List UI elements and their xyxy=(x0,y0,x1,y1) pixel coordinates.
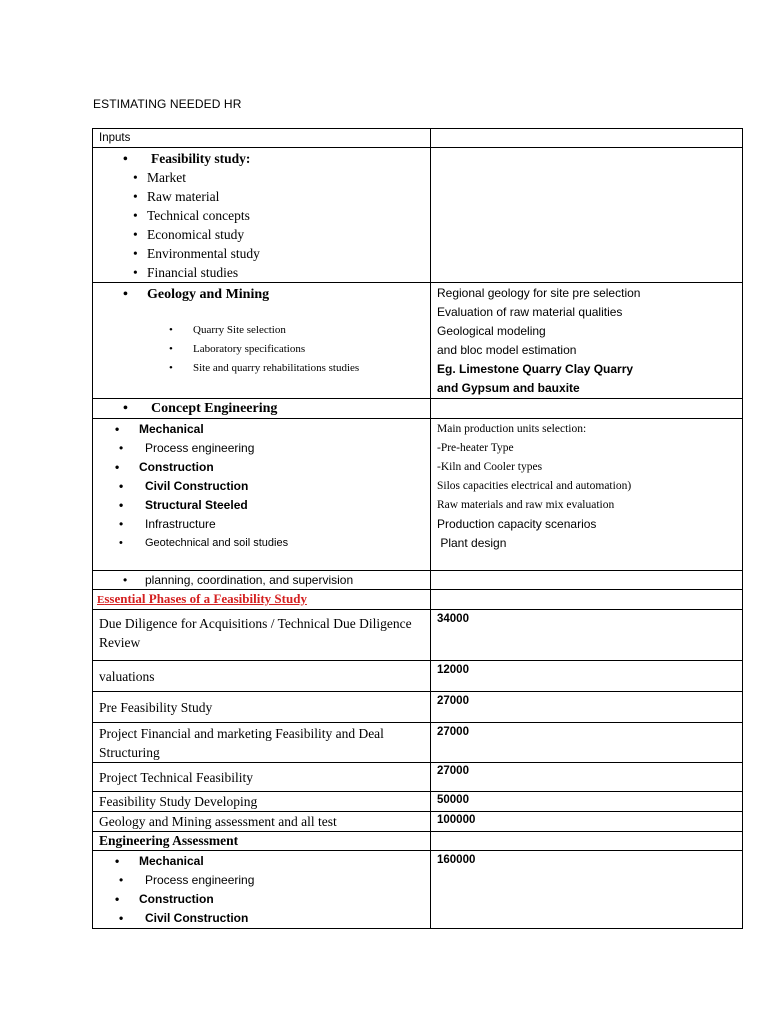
engineering-assessment-heading: Engineering Assessment xyxy=(93,832,431,851)
table-row xyxy=(93,610,743,661)
concept-notes xyxy=(431,419,743,571)
phases-heading xyxy=(97,591,307,606)
geology-heading: • Geology and Mining xyxy=(99,285,430,304)
phase-label: valuations xyxy=(93,661,431,692)
list-item: • Economical study xyxy=(99,225,430,244)
concept-heading-list xyxy=(99,399,430,418)
list-item: • Raw material xyxy=(99,187,430,206)
list-item: • Infrastructure xyxy=(99,515,430,534)
list-item: • Technical concepts xyxy=(99,206,430,225)
planning-list xyxy=(99,571,430,589)
inputs-label: Inputs xyxy=(93,129,431,148)
phase-value: 27000 xyxy=(431,763,743,792)
table-row xyxy=(93,763,743,792)
list-item: • Environmental study xyxy=(99,244,430,263)
phases-heading-rest: ssential Phases of a Feasibility Study xyxy=(104,591,307,606)
geology-list xyxy=(99,285,430,321)
feasibility-list xyxy=(99,149,430,282)
concept-heading: • Concept Engineering xyxy=(99,399,430,418)
phase-value: 27000 xyxy=(431,723,743,763)
feasibility-heading: • Feasibility study: xyxy=(99,149,430,168)
empty-cell xyxy=(431,399,743,419)
table-row xyxy=(93,148,743,283)
note-line: Regional geology for site pre selection xyxy=(437,286,641,300)
note-line: Production capacity scenarios xyxy=(437,517,597,531)
empty-cell xyxy=(431,590,743,610)
table-row xyxy=(93,419,743,571)
empty-cell xyxy=(431,832,743,851)
list-item: • Construction xyxy=(99,458,430,477)
phase-value: 50000 xyxy=(431,792,743,812)
phase-label: Project Financial and marketing Feasibility and Deal Structuring xyxy=(93,723,431,763)
list-item: • Construction xyxy=(99,890,430,909)
list-item: • Geotechnical and soil studies xyxy=(99,534,430,553)
list-item: • Civil Construction xyxy=(99,477,430,496)
list-item: • Process engineering xyxy=(99,439,430,458)
phase-label: Feasibility Study Developing xyxy=(93,792,431,812)
hr-estimate-table xyxy=(92,128,743,929)
table-row xyxy=(93,723,743,763)
empty-cell xyxy=(431,148,743,283)
empty-cell xyxy=(431,571,743,590)
note-line: Main production units selection: xyxy=(437,423,587,435)
note-line: Plant design xyxy=(437,536,507,550)
engineering-assessment-list xyxy=(99,852,430,928)
table-row xyxy=(93,283,743,399)
document-title: ESTIMATING NEEDED HR xyxy=(93,97,242,111)
geology-sub-list xyxy=(99,321,430,378)
table-row xyxy=(93,812,743,832)
table-row xyxy=(93,399,743,419)
table-row xyxy=(93,571,743,590)
list-item: • Market xyxy=(99,168,430,187)
list-item: • Mechanical xyxy=(99,852,430,871)
note-line: -Kiln and Cooler types xyxy=(437,461,543,473)
note-line: Eg. Limestone Quarry Clay Quarry xyxy=(437,362,634,376)
note-line: Raw materials and raw mix evaluation xyxy=(437,499,615,511)
engineering-assessment-value: 160000 xyxy=(431,851,743,929)
table-row xyxy=(93,832,743,851)
phase-label: Pre Feasibility Study xyxy=(93,692,431,723)
list-item: • Site and quarry rehabilitations studies xyxy=(99,359,430,378)
list-item: • Laboratory specifications xyxy=(99,340,430,359)
phase-label: Geology and Mining assessment and all test xyxy=(93,812,431,832)
spacer xyxy=(99,304,430,321)
list-item: • Structural Steeled xyxy=(99,496,430,515)
phase-value: 34000 xyxy=(431,610,743,661)
note-line: Geological modeling xyxy=(437,324,546,338)
table-row xyxy=(93,851,743,929)
phases-heading-initial: E xyxy=(97,594,105,606)
phase-value: 12000 xyxy=(431,661,743,692)
list-item: • Financial studies xyxy=(99,263,430,282)
phase-label: Due Diligence for Acquisitions / Technical Due Diligence Review xyxy=(93,610,431,661)
note-line: Evaluation of raw material qualities xyxy=(437,305,623,319)
table-row xyxy=(93,129,743,148)
concept-list xyxy=(99,420,430,553)
phase-value: 100000 xyxy=(431,812,743,832)
list-item: • Quarry Site selection xyxy=(99,321,430,340)
planning-item: • planning, coordination, and supervision xyxy=(99,571,430,589)
list-item: • Civil Construction xyxy=(99,909,430,928)
note-line: and bloc model estimation xyxy=(437,343,577,357)
phase-value: 27000 xyxy=(431,692,743,723)
list-item: • Process engineering xyxy=(99,871,430,890)
list-item: • Mechanical xyxy=(99,420,430,439)
table-row xyxy=(93,590,743,610)
note-line: Silos capacities electrical and automation) xyxy=(437,480,632,492)
geology-notes xyxy=(431,283,743,399)
table-row xyxy=(93,661,743,692)
table-row xyxy=(93,692,743,723)
note-line: and Gypsum and bauxite xyxy=(437,381,580,395)
phase-label: Project Technical Feasibility xyxy=(93,763,431,792)
empty-cell xyxy=(431,129,743,148)
table-row xyxy=(93,792,743,812)
note-line: -Pre-heater Type xyxy=(437,442,514,454)
